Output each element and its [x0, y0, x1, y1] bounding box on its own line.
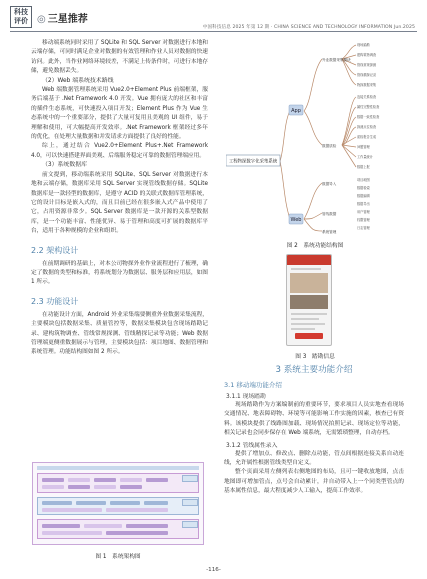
survey-phone-screenshot	[286, 254, 332, 346]
mindmap-app-node: App	[291, 108, 301, 114]
paragraph: Web 端数据管理系统采用 Vue2.0+Element Plus 前端框架，服务后端基于 .Net Framework 4.0 开发。Vue 拥有庞大的社区和丰富的插件生态系统，可快速投入项目开发；Element Plus 作为 Vue 生态系统中的一个重要部分，提供了大量可复用且美观的 UI 组件，易于理解和使用，可大幅提高开发效率。.Net Framework 框架经过多年的优化，在处理大量数据和并发请求方面提供了良好的性能。	[31, 87, 208, 141]
subsection-heading: 3.1 移动端功能介绍	[224, 381, 282, 389]
figure-3-caption: 图 3 踏勘信息	[295, 354, 335, 360]
mindmap-leaf: 数据检索	[357, 186, 370, 190]
side-box	[182, 499, 198, 506]
journal-logo: 科技 评价	[10, 6, 32, 28]
header-divider	[10, 31, 417, 32]
subsection-heading: （3）系统数据库	[42, 162, 87, 169]
paragraph: 前文提到，移动端系统采用 SQLite、SQL Server 对数据进行本地和云端存储，数据库采用 SQL Server 实现管线数据存储。SQLite 数据库是一款轻型的数据库，是遵守 ACID 的关联式数据库管理系统，它的设计目标是嵌入式的，而且目前已经在很多嵌入式产品中使用了它，占用资源非常少。SQL Server 数据库是一款开源的关系型数据库，是一个功能丰富、性能优异、易于管理和高度可扩展的数据库平台，适用于各种规模的企业和组织。	[31, 171, 208, 235]
figure-header-bar	[37, 466, 199, 470]
mindmap-leaf: 连接关系检查	[357, 95, 377, 99]
mindmap-group: 数据导入	[322, 182, 337, 186]
section-heading: 2.3 功能设计	[31, 296, 79, 306]
mindmap-leaf: 属性完整性检查	[357, 105, 380, 109]
site-photo	[290, 273, 328, 293]
mindmap-leaf: 物探数据采集	[357, 83, 377, 87]
subsection-heading: （2）Web 端系统技术路线	[42, 77, 114, 84]
architecture-figure	[32, 462, 204, 545]
mindmap-leaf: 数据一致性检查	[357, 115, 380, 119]
mindmap-leaf: 管线精探记录	[357, 73, 377, 77]
paragraph: 提供了增加点、修改点、删除点功能，管点间根据连接关系自动连线，允许属性根据管线类型自定义。	[224, 450, 404, 467]
mindmap-leaf: 日志管理	[357, 226, 370, 230]
page-number: -116-	[206, 567, 221, 573]
paragraph: 现场踏勘作为方案编制前的重要环节，要求项目人员实地查看现场交通情况、地表障碍物、环境等可能影响工作实施的因素，核查已有资料。该模块提供了线路图加载、现场情况拍照记录、现场定位等功能，相关记录也会同步保存在 Web 端系统，无需繁琐整理，自动存档。	[224, 402, 404, 437]
subsubsection-heading: 3.1.2 管线属性录入	[226, 442, 278, 449]
mindmap-leaf: 探测点位检查	[357, 125, 377, 129]
paragraph: 在前期调研的基础上，对本公司物探外业作业流程进行了梳理，确定了数据的类型和标准，将系统划分为数据层、服务层和应用层，如图 1 所示。	[31, 260, 208, 286]
mindmap-leaf: 质检报告生成	[357, 135, 377, 139]
data-layer	[37, 519, 199, 539]
mindmap-leaf: 权限管理	[357, 218, 370, 222]
phone-submit-button	[295, 333, 323, 339]
service-layer	[37, 497, 199, 515]
right-column	[224, 363, 404, 497]
paragraph: 综上，通过结合 Vue2.0+Element Plus+.Net Framework 4.0，可以快速搭建界面美观、后端服务稳定可靠的数据管理端应用。	[31, 143, 208, 159]
paragraph: 整个页面采用左侧列表右侧地图的布局，且可一键收放地图，点击地图即可增加管点，点号会自动累计，并自动带入上一个同类型管点的基本属性信息，最大程度减少人工输入，提高工作效率。	[224, 469, 404, 495]
paragraph: 在功能设计方面，Android 外业采集端要侧重外业数据采集流程，主要模块包括数据采集、质量管控等，数据采集模块包含现场踏勘记录、建构筑物调查、管线常规探测、管线精探记录等功能；Web 数据管理端更侧重数据展示与管理，主要模块包括：项目地图、数据管理和系统管理。功能结构图如图 2 所示。	[31, 311, 208, 356]
mindmap-web-node: Web	[290, 217, 302, 223]
mindmap-group: 数据质检	[322, 144, 337, 148]
mindmap-group: 管线数据	[322, 212, 337, 216]
figure-2-caption: 图 2 系统功能结构图	[286, 243, 344, 249]
mindmap-leaf: 项目地图	[357, 178, 370, 182]
mindmap-group: 外业数据采集模块	[322, 58, 351, 62]
mindmap-leaf: 数据上报	[357, 165, 370, 169]
application-layer	[37, 473, 199, 493]
mindmap-leaf: 建构筑物调查	[357, 53, 377, 57]
mindmap-leaf: 问题管理	[357, 145, 370, 149]
mindmap-leaf: 现场踏勘	[357, 43, 370, 47]
subsubsection-heading: 3.1.1 现场踏勘	[226, 394, 266, 400]
phone-title-bar	[287, 255, 331, 265]
left-column	[31, 39, 208, 358]
mindmap-leaf: 用户管理	[357, 210, 370, 214]
section-title: 三星推荐	[47, 14, 88, 25]
paragraph: 移动端系统同时采用了 SQLite 和 SQL Server 对数据进行本地和云端存储，可同时满足企业对数据的有效管理和作业人员对数据的快速访问。此外，当作业网络环境较差，不满足上传条件时，可进行本地存储，避免数据丢失。	[31, 40, 208, 75]
mindmap-leaf: 数据导出	[357, 202, 370, 206]
section-heading: 3 系统主要功能介绍	[275, 365, 353, 375]
side-box	[182, 475, 198, 482]
function-structure-figure	[226, 41, 404, 236]
mindmap-leaf: 管线常规探测	[357, 63, 377, 67]
figure-1-caption: 图 1 系统架构图	[95, 554, 141, 560]
side-box	[182, 521, 198, 528]
journal-meta: 中国科技信息 2025 年第 12 期 · CHINA SCIENCE AND TECHNOLOGY INFORMATION Jun.2025	[202, 25, 415, 30]
mindmap-leaf: 数据编辑	[357, 194, 370, 198]
mindmap-leaf: 工作量统计	[357, 155, 373, 159]
section-heading: 2.2 架构设计	[31, 245, 79, 255]
mindmap-root: 工程物探数字化采集系统	[228, 159, 278, 165]
section-tag: ◎ 三星推荐	[37, 14, 88, 25]
mindmap-group: 系统管理	[322, 230, 337, 234]
site-photo	[290, 295, 328, 309]
